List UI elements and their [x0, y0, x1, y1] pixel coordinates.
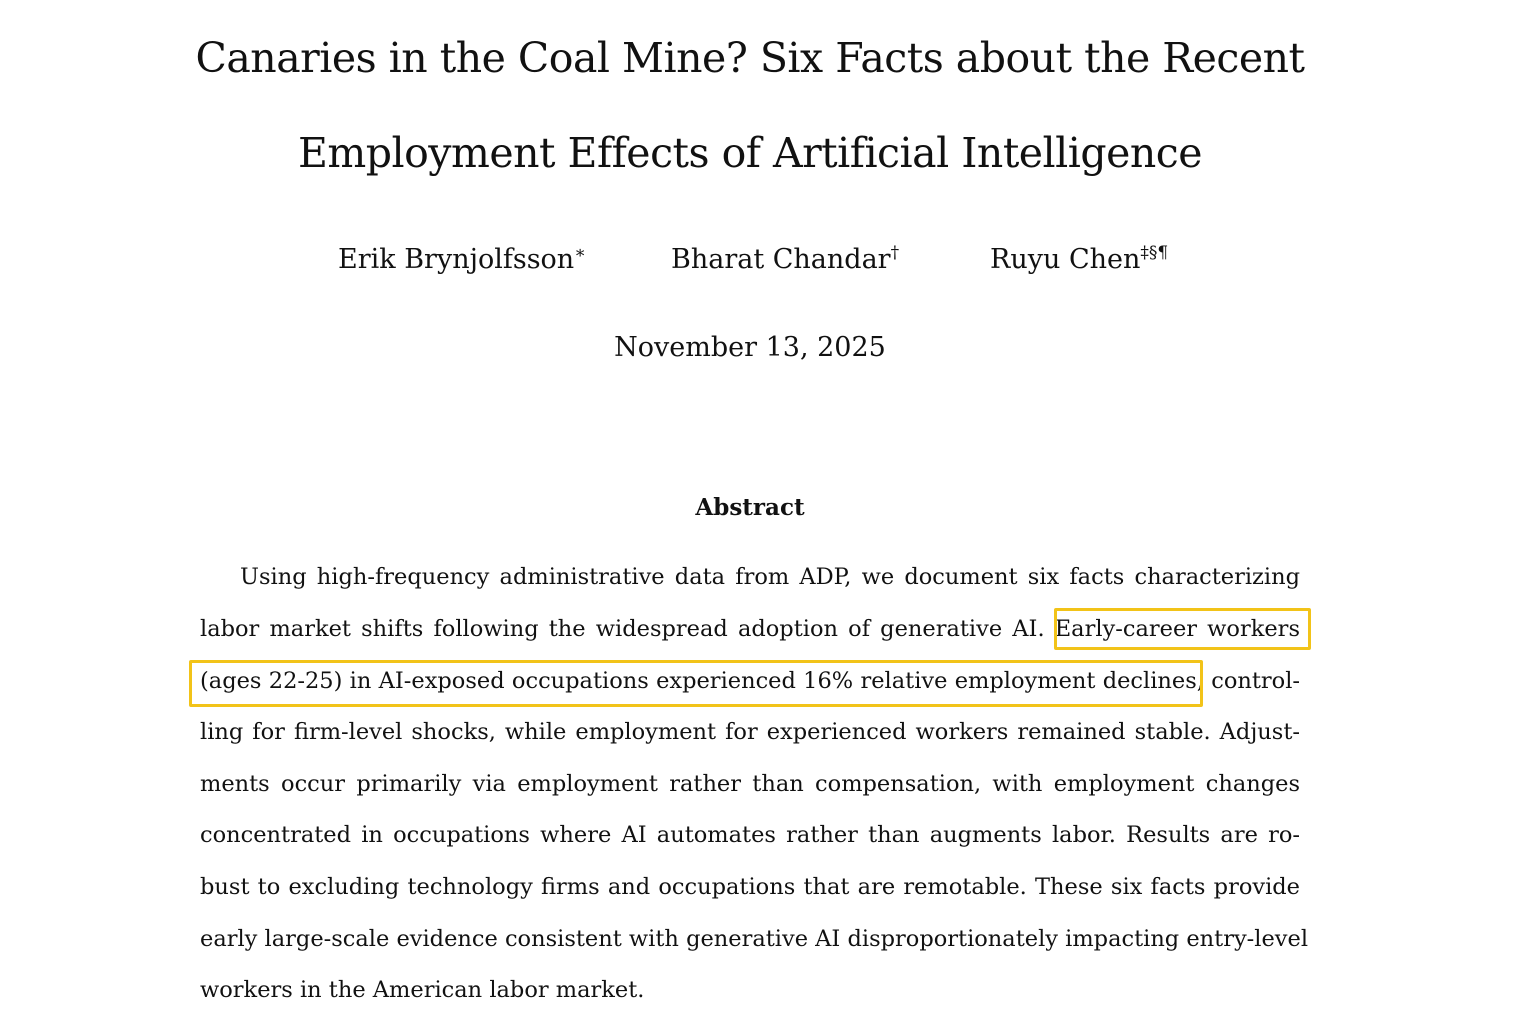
- author-name: Ruyu Chen: [990, 244, 1141, 275]
- abstract-line: bust to excluding technology firms and occupations that are remotable. These six facts provide: [200, 874, 1300, 900]
- author-name: Erik Brynjolfsson: [338, 244, 575, 275]
- abstract-line: ling for firm-level shocks, while employment for experienced workers remained stable. Adjust-: [200, 719, 1300, 745]
- abstract-line: concentrated in occupations where AI automates rather than augments labor. Results are ro-: [200, 822, 1300, 848]
- abstract-line: ments occur primarily via employment rather than compensation, with employment changes: [200, 771, 1300, 797]
- abstract-line: workers in the American labor market.: [200, 977, 645, 1003]
- author-name: Bharat Chandar: [671, 244, 891, 275]
- abstract-line: labor market shifts following the widespread adoption of generative AI. Early-career workers: [200, 616, 1300, 642]
- abstract-line: Using high-frequency administrative data from ADP, we document six facts characterizing: [240, 564, 1300, 590]
- author-1: [338, 243, 586, 275]
- abstract-line: (ages 22-25) in AI-exposed occupations experienced 16% relative employment declines, control-: [200, 668, 1300, 694]
- author-footnote-mark[interactable]: †: [890, 243, 900, 263]
- author-footnote-mark[interactable]: ‡§¶: [1140, 243, 1169, 263]
- publication-date: November 13, 2025: [614, 332, 886, 363]
- abstract-heading: Abstract: [695, 494, 805, 521]
- author-3: [990, 243, 1169, 275]
- paper-title-line-2: Employment Effects of Artificial Intelligence: [297, 129, 1203, 177]
- paper-title-line-1: Canaries in the Coal Mine? Six Facts about the Recent: [195, 34, 1305, 82]
- abstract-line: early large-scale evidence consistent with generative AI disproportionately impacting entry-level: [200, 926, 1309, 952]
- author-2: [671, 243, 900, 275]
- author-footnote-mark[interactable]: ∗: [574, 243, 586, 263]
